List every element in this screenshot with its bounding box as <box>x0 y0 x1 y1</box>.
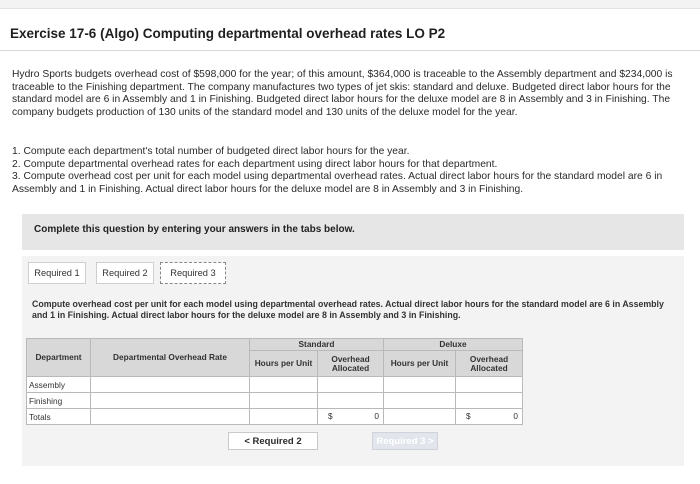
tab-required-1[interactable]: Required 1 <box>28 262 86 284</box>
rate-header: Departmental Overhead Rate <box>91 339 250 377</box>
totals-rate-cell <box>91 409 250 425</box>
currency-symbol: $ <box>466 411 471 421</box>
assembly-deluxe-hours-input[interactable] <box>384 377 456 393</box>
task-item: 2. Compute departmental overhead rates for each department using direct labor hours for that department. <box>12 158 498 170</box>
finishing-deluxe-hours-input[interactable] <box>384 393 456 409</box>
finishing-rate-input[interactable] <box>91 393 250 409</box>
assembly-deluxe-overhead-input[interactable] <box>456 377 523 393</box>
total-value: 0 <box>513 411 518 421</box>
assembly-rate-input[interactable] <box>91 377 250 393</box>
task-item: 3. Compute overhead cost per unit for each model using departmental overhead rates. Actual direct labor hours for the standard model are 6 in Assembly and 1 in Finishing. Actual direct labor hours for the deluxe model are 8 in Assembly and 3 in Finishing. <box>12 171 663 195</box>
divider <box>0 50 700 51</box>
deluxe-hours-header: Hours per Unit <box>384 351 456 377</box>
finishing-standard-hours-input[interactable] <box>250 393 318 409</box>
problem-paragraph: Hydro Sports budgets overhead cost of $598,000 for the year; of this amount, $364,000 is traceable to the Assembly department and $234,000 is traceable to the Finishing department. The company manufactures two types of jet skis: standard and deluxe. Budgeted direct labor hours for the standard model are 6 in Assembly and 1 in Finishing. Budgeted direct labor hours for the deluxe model are 8 in Assembly and 3 in Finishing. The company budgets production of 130 units of the standard model and 130 units of the deluxe model for the year. <box>12 69 673 118</box>
finishing-standard-overhead-input[interactable] <box>318 393 384 409</box>
standard-hours-header: Hours per Unit <box>250 351 318 377</box>
department-header: Department <box>27 339 91 377</box>
tab-required-2[interactable]: Required 2 <box>96 262 154 284</box>
task-item: 1. Compute each department's total number of budgeted direct labor hours for the year. <box>12 146 410 157</box>
row-label-totals: Totals <box>27 409 91 425</box>
row-label-assembly: Assembly <box>27 377 91 393</box>
totals-deluxe-hours-cell <box>384 409 456 425</box>
assembly-standard-hours-input[interactable] <box>250 377 318 393</box>
top-strip <box>0 0 700 9</box>
standard-overhead-header: Overhead Allocated <box>318 351 384 377</box>
standard-group-header: Standard <box>250 339 384 351</box>
finishing-deluxe-overhead-input[interactable] <box>456 393 523 409</box>
deluxe-overhead-total <box>456 409 523 425</box>
deluxe-overhead-header: Overhead Allocated <box>456 351 523 377</box>
table-row-totals <box>27 409 523 425</box>
panel-instructions: Compute overhead cost per unit for each model using departmental overhead rates. Actual direct labor hours for the standard model are 6 in Assembly and 1 in Finishing. Actual direct labor hours for the deluxe model are 8 in Assembly and 3 in Finishing. <box>32 299 664 320</box>
next-required-3-button[interactable]: Required 3 > <box>372 432 438 450</box>
task-list <box>12 146 692 196</box>
standard-overhead-total <box>318 409 384 425</box>
tab-required-3[interactable]: Required 3 <box>160 262 226 284</box>
row-label-finishing: Finishing <box>27 393 91 409</box>
instruction-banner <box>22 214 684 250</box>
deluxe-group-header: Deluxe <box>384 339 523 351</box>
page-title: Exercise 17-6 (Algo) Computing departmental overhead rates LO P2 <box>10 26 446 41</box>
assembly-standard-overhead-input[interactable] <box>318 377 384 393</box>
table-row <box>27 393 523 409</box>
prev-required-2-button[interactable]: < Required 2 <box>228 432 318 450</box>
instruction-text: Complete this question by entering your answers in the tabs below. <box>34 224 355 235</box>
total-value: 0 <box>374 411 379 421</box>
currency-symbol: $ <box>328 411 333 421</box>
overhead-table <box>26 338 523 425</box>
totals-standard-hours-cell <box>250 409 318 425</box>
table-row <box>27 377 523 393</box>
